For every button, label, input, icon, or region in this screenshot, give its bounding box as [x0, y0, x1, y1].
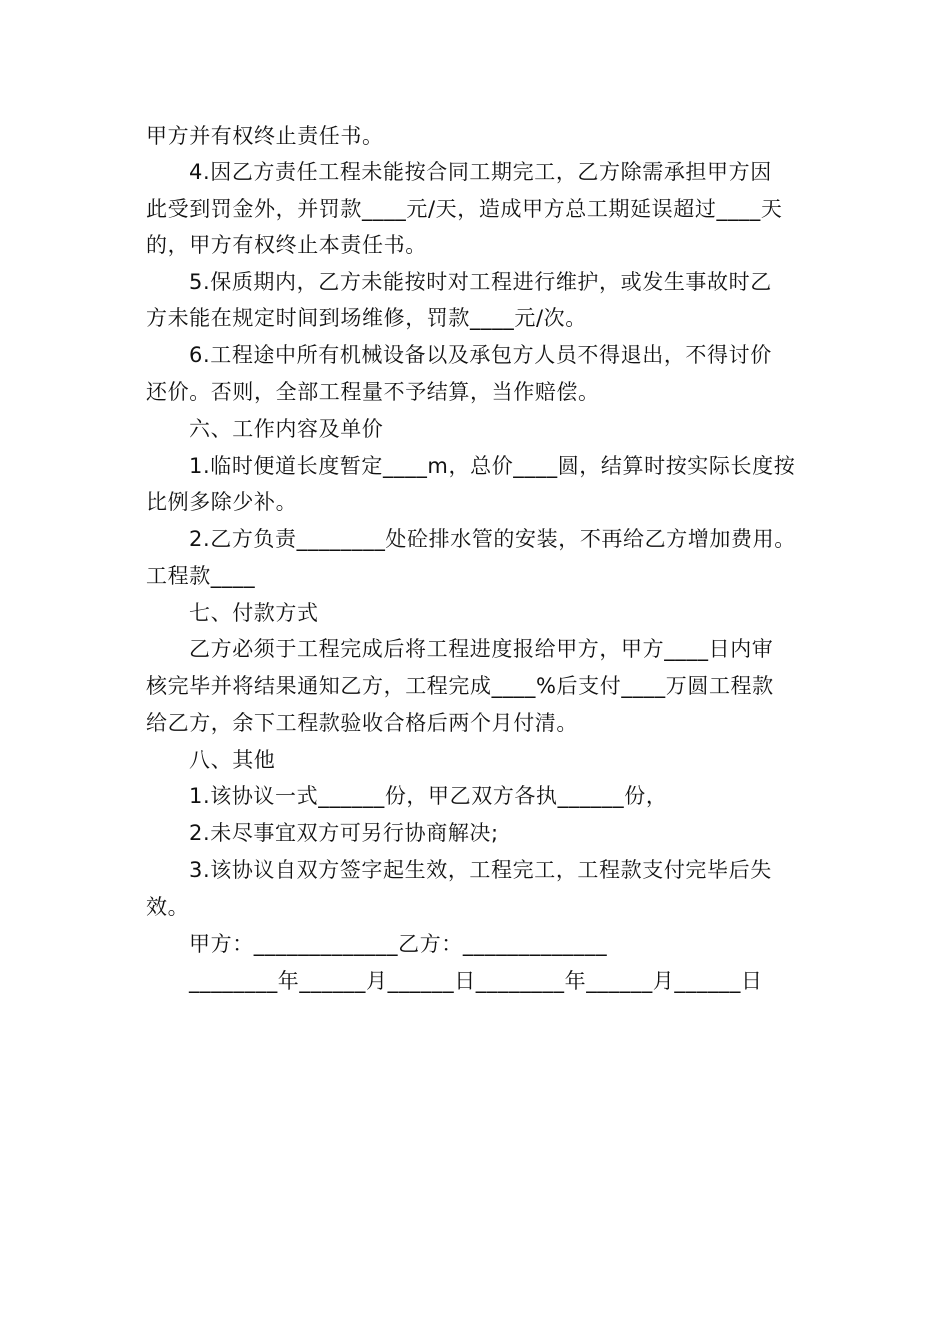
clause-6-1-line-2: 比例多除少补。 — [146, 490, 298, 514]
signature-line: 甲方：_____________乙方：_____________ — [189, 932, 608, 956]
clause-7-line-1: 乙方必须于工程完成后将工程进度报给甲方，甲方____日内审 — [189, 637, 774, 661]
clause-7-line-3: 给乙方，余下工程款验收合格后两个月付清。 — [146, 711, 578, 735]
text-line: 甲方并有权终止责任书。 — [146, 124, 384, 148]
clause-6-1-line-1: 1.临时便道长度暂定____m，总价____圆，结算时按实际长度按 — [189, 454, 796, 478]
section-heading-8: 八、其他 — [189, 748, 276, 772]
section-heading-7: 七、付款方式 — [189, 601, 319, 625]
clause-8-2: 2.未尽事宜双方可另行协商解决; — [189, 821, 499, 845]
clause-5-6-line-1: 6.工程途中所有机械设备以及承包方人员不得退出，不得讨价 — [189, 343, 772, 367]
clause-5-5-line-2: 方未能在规定时间到场维修，罚款____元/次。 — [146, 306, 587, 330]
clause-8-1: 1.该协议一式______份，甲乙双方各执______份， — [189, 784, 668, 808]
clause-5-4-line-3: 的，甲方有权终止本责任书。 — [146, 233, 427, 257]
clause-5-4-line-1: 4.因乙方责任工程未能按合同工期完工，乙方除需承担甲方因 — [189, 160, 772, 184]
date-line: ________年______月______日________年______月______日 — [189, 969, 763, 993]
clause-5-4-line-2: 此受到罚金外，并罚款____元/天，造成甲方总工期延误超过____天 — [146, 197, 783, 221]
clause-5-5-line-1: 5.保质期内，乙方未能按时对工程进行维护，或发生事故时乙 — [189, 270, 772, 294]
clause-6-2-line-2: 工程款____ — [146, 564, 256, 588]
clause-8-3-line-2: 效。 — [146, 895, 190, 919]
clause-7-line-2: 核完毕并将结果通知乙方，工程完成____%后支付____万圆工程款 — [146, 674, 774, 698]
clause-5-6-line-2: 还价。否则，全部工程量不予结算，当作赔偿。 — [146, 380, 600, 404]
clause-8-3-line-1: 3.该协议自双方签字起生效，工程完工，工程款支付完毕后失 — [189, 858, 772, 882]
clause-6-2-line-1: 2.乙方负责________处砼排水管的安装，不再给乙方增加费用。 — [189, 527, 796, 551]
section-heading-6: 六、工作内容及单价 — [189, 417, 384, 441]
